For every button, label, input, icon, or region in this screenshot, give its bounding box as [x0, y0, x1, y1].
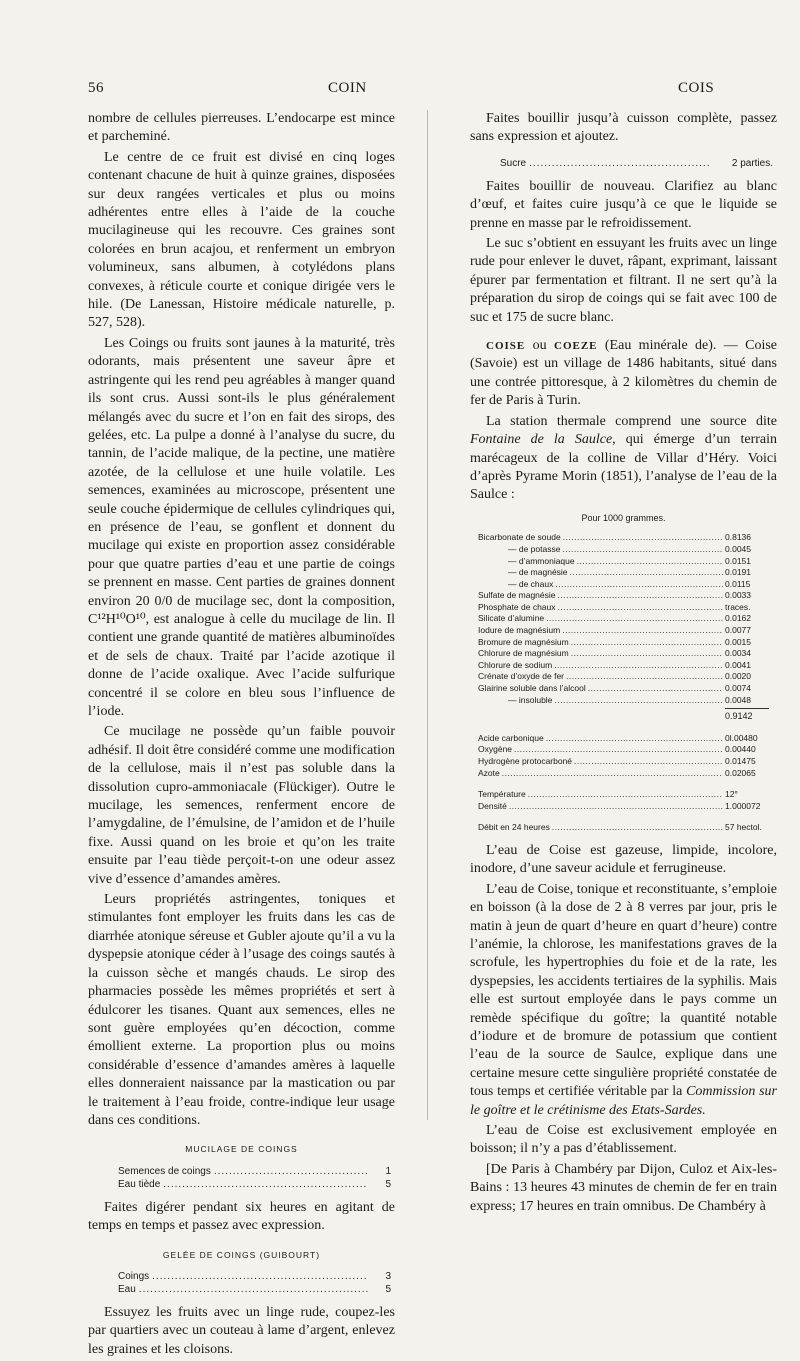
- analysis-row: [478, 768, 769, 780]
- compound-value: 0.0034: [725, 648, 751, 659]
- analysis-row: [478, 556, 769, 568]
- paragraph: Le centre de ce fruit est divisé en cinq loges contenant chacune de huit à quinze graines, disposées sur deux rangées verticales et plus ou moins adhérentes entre elles à l’aide de la couche mucilagineuse qui les recouvre. Ces graines sont colorées en brun acajou, et renferment un embryon volumineux, sans albumen, à cotylédons plans convexes, à réticule courte et conique dirigée vers le hile. (De Lanessan, Histoire médicale naturelle, p. 527, 528).: [88, 149, 395, 331]
- analysis-row: [478, 744, 769, 756]
- compound-value: 0.0191: [725, 567, 751, 578]
- analysis-row: [478, 532, 769, 544]
- analysis-row: [478, 579, 769, 591]
- compound-name: — de potasse: [508, 543, 561, 554]
- right-running-head: COIS: [678, 80, 715, 96]
- compound-value: 0.0115: [725, 578, 751, 589]
- analysis-row: [478, 602, 769, 614]
- paragraph: Leurs propriétés astringentes, toniques et stimulantes font employer les fruits dans les cas de diarrhée atonique séreuse et Gubler ajoute qu’il a vu la dyspepsie atonique céder à l’usage des coings sautés à la cuisson sèche et mangés chauds. Le sirop des pharmacies possède les mêmes propriétés et sert à édulcorer les tisanes. Quant aux semences, elles ne sont guère employées qu’en décoction, comme émollient externe. La proportion plus ou moins considérable d’essence d’amandes amères à laquelle elles donneraient naissance par la mastication ou par le traitement à l’eau froide, contre-indique leur usage dans ces conditions.: [88, 892, 395, 1128]
- compound-name: — insoluble: [508, 694, 553, 705]
- paragraph: L’eau de Coise est gazeuse, limpide, incolore, inodore, d’une saveur acidule et ferrugineuse.: [470, 842, 777, 877]
- ingredient-name: Sucre: [500, 157, 527, 169]
- compound-value: 0.02065: [725, 767, 756, 778]
- ingredient-name: Eau tiède: [118, 1178, 161, 1190]
- left-column: [88, 110, 395, 1361]
- recipe-title: MUCILAGE DE COINGS: [185, 1144, 298, 1155]
- analysis-row: [478, 733, 769, 745]
- paragraph: Faites bouillir jusqu’à cuisson complète, passez sans expression et ajoutez.: [470, 111, 777, 145]
- dot-leader: [152, 1270, 368, 1283]
- compound-value: 0.0077: [725, 625, 751, 636]
- paragraph: Faites bouillir de nouveau. Clarifiez au blanc d’œuf, et faites cuire jusqu’à ce que le liquide se prenne en masse par le refroidissement.: [470, 178, 777, 231]
- dot-leader: [577, 556, 723, 568]
- compound-name: — de magnésie: [508, 567, 568, 578]
- paragraph: [470, 413, 777, 505]
- dot-leader: [558, 602, 723, 614]
- dot-leader: [574, 756, 723, 768]
- analysis-row: [478, 756, 769, 768]
- column-divider: [427, 110, 428, 1120]
- analysis-row: [478, 648, 769, 660]
- compound-value: 0.01475: [725, 756, 756, 766]
- paragraph: nombre de cellules pierreuses. L’endocarpe est mince et parcheminé.: [88, 111, 395, 145]
- paragraph: Ce mucilage ne possède qu’un faible pouvoir adhésif. Il doit être considéré comme une modification de la cellulose, mais il n’est pas soluble dans la dissolution cupro-ammoniacale (Flückiger). Outre le mucilage, les semences, renferment encore de l’amygdaline, de l’émulsine, de l’amidon et de l’huile fixe. Aussi quand on les broie et qu’on les traite ensuite par l’eau tiède perçoit-t-on une odeur assez vive d’essence d’amandes amères.: [88, 724, 395, 887]
- paragraph: L’eau de Coise est exclusivement employée en boisson; il n’y a pas d’établissement.: [470, 1123, 777, 1157]
- recipe-title: GELÉE DE COINGS (GUIBOURT): [162, 1249, 321, 1260]
- paragraph: [De Paris à Chambéry par Dijon, Culoz et Aix-les-Bains : 13 heures 43 minutes de chemin de fer en train express; 17 heures en train omnibus. De Chambéry à: [470, 1161, 777, 1214]
- left-running-head: COIN: [328, 80, 367, 96]
- dot-leader: [139, 1283, 368, 1296]
- paragraph: Les Coings ou fruits sont jaunes à la maturité, très odorants, mais présentent une saveur âpre et astringente qui les rend peu agréables à manger quand ils sont crus. Aussi sont-ils le plus généralement mélangés avec du sucre et l’on en fait des sirops, des gelées, etc. La pulpe a donné à l’analyse du sucre, du tannin, de l’acide malique, de la pectine, une matière azotée, de la cellulose et une huile volatile. Les semences, examinées au microscope, présentent une seule couche épidermique de cellules cylindriques qui, en présence de l’eau, se gonflent et donnent du mucilage qui existe en proportion assez considérable pour que quatre parties d’eau et une partie de coings se prennent en masse. Cent parties de graines donnent environ 20 0/0 de mucilage sec, dont la composition, C¹²H¹⁰O¹⁰, est analogue à celle du mucilage de lin. Il contient une grande quantité de matières albuminoïdes et de sels de chaux. Traité par l’acide azotique il donne de l’acide oxalique. Avec l’acide sulfurique concentré il se colore en bleu sous l’influence de l’iode.: [88, 335, 395, 719]
- dot-leader: [502, 768, 723, 780]
- compound-name: Azote: [478, 767, 500, 778]
- flow-label: Débit en 24 heures: [478, 822, 550, 833]
- ingredient-name: Coings: [118, 1270, 150, 1282]
- dot-leader: [555, 579, 723, 591]
- dot-leader: [514, 744, 723, 756]
- paragraph: [470, 881, 777, 1120]
- dot-leader: [562, 625, 723, 637]
- entry-conjunction: ou: [532, 338, 547, 354]
- compound-name: Hydrogène protocarboné: [478, 756, 573, 766]
- dictionary-entry: [470, 337, 777, 411]
- dot-leader: [571, 648, 723, 660]
- analysis-row: [478, 671, 769, 683]
- compound-name: Bromure de magnésium: [478, 636, 569, 647]
- compound-value: 0.0020: [725, 671, 751, 682]
- dot-leader: [552, 822, 723, 834]
- analysis-row: [478, 801, 769, 813]
- dot-leader: [554, 695, 723, 707]
- text-run: La station thermale comprend une source dite: [486, 413, 777, 429]
- compound-value: 0.0074: [725, 683, 751, 694]
- compound-name: Silicate d’alumine: [478, 613, 545, 624]
- analysis-row: [478, 625, 769, 637]
- dot-leader: [509, 801, 723, 813]
- compound-value: 1.000072: [725, 800, 761, 811]
- entry-term: COISE: [486, 340, 526, 353]
- compound-name: Densité: [478, 800, 507, 811]
- analysis-row: [478, 660, 769, 672]
- compound-name: Oxygène: [478, 744, 513, 755]
- text-run: qui émerge d’un terrain marécageux de la colline de Villar d’Héry. Voici d’après Pyrame Morin (1851), l’analyse de l’eau de la Saulce :: [470, 432, 778, 503]
- compound-name: Iodure de magnésium: [478, 625, 561, 636]
- ingredient-qty: 2 parties.: [731, 157, 773, 169]
- right-column: [470, 110, 777, 1218]
- recipe-row: [118, 1178, 391, 1191]
- analysis-total: 0.9142: [725, 708, 769, 723]
- compound-name: — d’ammoniaque: [508, 555, 575, 566]
- dot-leader: [562, 544, 723, 556]
- page-number: 56: [88, 80, 104, 96]
- dot-leader: [558, 590, 724, 602]
- dot-leader: [529, 157, 710, 170]
- dot-leader: [546, 613, 723, 625]
- compound-value: 0.0015: [725, 636, 751, 647]
- compound-name: Crénate d’oxyde de fer: [478, 671, 564, 682]
- compound-name: Chlorure de magnésium: [478, 648, 569, 659]
- compound-value: 0.0045: [725, 543, 751, 554]
- ingredient-name: Semences de coings: [118, 1165, 211, 1177]
- compound-value: 12°: [725, 789, 738, 800]
- paragraph: Le suc s’obtient en essuyant les fruits avec un linge rude pour enlever le duvet, râpant, exprimant, laissant épurer par fermentation et filtrant. Il ne sert qu’à la préparation du sirop de coings qui se fait avec 100 de suc et 175 de sucre blanc.: [470, 236, 777, 325]
- dot-leader: [570, 567, 723, 579]
- dot-leader: [554, 660, 723, 672]
- analysis-row: [478, 695, 769, 707]
- ingredient-qty: 1: [385, 1165, 391, 1177]
- analysis-row: [478, 613, 769, 625]
- analysis-heading: Pour 1000 grammes.: [581, 512, 666, 523]
- compound-name: Bicarbonate de soude: [478, 532, 561, 543]
- compound-name: Glairine soluble dans l’alcool: [478, 683, 586, 694]
- text-run: L’eau de Coise, tonique et reconstituante, s’emploie en boisson (à la dose de 2 à 8 verres par jour, pris le matin à jeun de quart d’heure en quart d’heure) contre l’anémie, la chlorose, les manifestations graves de la scrofule, les hypertrophies du foie et de la rate, les dyspepsies, les accidents tertiaires de la syphilis. Mais elle est surtout employée dans le pays comme un remède spécifique du goître; la quantité notable d’iodure et de bromure de potassium que contient l’eau de la source de Saulce, explique dans une certaine mesure cette singulière propriété constatée de tous temps et certifiée véritable par la: [470, 881, 777, 1100]
- ingredient-qty: 5: [385, 1283, 391, 1295]
- dot-leader: [163, 1178, 368, 1191]
- analysis-row: [478, 637, 769, 649]
- compound-name: Acide carbonique: [478, 732, 544, 743]
- recipe-row: [118, 1283, 391, 1296]
- compound-value: 0.00440: [725, 744, 756, 755]
- compound-name: Phosphate de chaux: [478, 601, 556, 612]
- compound-value: 0.8136: [725, 532, 751, 543]
- analysis-row: [478, 590, 769, 602]
- flow-value: 57 hectol.: [725, 822, 762, 833]
- recipe-row: [500, 157, 773, 170]
- dot-leader: [566, 671, 723, 683]
- compound-value: 0.0162: [725, 613, 751, 624]
- compound-name: Sulfate de magnésie: [478, 590, 556, 601]
- compound-value: 0.0041: [725, 659, 751, 670]
- compound-value: 0.0151: [725, 555, 751, 566]
- analysis-row: [478, 544, 769, 556]
- dot-leader: [571, 637, 723, 649]
- compound-value: 0l.00480: [725, 732, 758, 743]
- ingredient-qty: 5: [385, 1178, 391, 1190]
- compound-value: traces.: [725, 601, 751, 612]
- italic-text: Commission sur le goître et le crétinisme des Etats-Sardes.: [470, 1084, 777, 1118]
- flow-row: [478, 822, 769, 834]
- recipe-row: [118, 1270, 391, 1283]
- recipe-row: [118, 1165, 391, 1178]
- analysis-table: [470, 513, 777, 834]
- compound-value: 0.0048: [725, 694, 751, 705]
- italic-text: Fontaine de la Saulce,: [470, 432, 616, 448]
- paragraph: Essuyez les fruits avec un linge rude, coupez-les par quartiers avec un couteau à lame d’argent, enlevez les graines et les cloisons.: [88, 1304, 395, 1357]
- entry-text: (Eau minérale de). — Coise (Savoie) est un village de 1486 habitants, situé dans une contrée pittoresque, à 2 kilomètres du chemin de fer de Paris à Turin.: [470, 338, 778, 409]
- dot-leader: [214, 1165, 368, 1178]
- gas-rows: [470, 733, 777, 779]
- paragraph: Faites digérer pendant six heures en agitant de temps en temps et passez avec expression.: [88, 1199, 395, 1234]
- analysis-row: [478, 567, 769, 579]
- dot-leader: [546, 733, 723, 745]
- dot-leader: [588, 683, 723, 695]
- dot-leader: [528, 789, 723, 801]
- ingredient-qty: 3: [385, 1270, 391, 1282]
- compound-value: 0.0033: [725, 590, 751, 601]
- analysis-rows: [470, 532, 777, 706]
- analysis-row: [478, 683, 769, 695]
- compound-name: Chlorure de sodium: [478, 659, 553, 670]
- compound-name: — de chaux: [508, 578, 554, 589]
- property-rows: [470, 789, 777, 812]
- entry-term-variant: COEZE: [554, 340, 598, 353]
- ingredient-name: Eau: [118, 1283, 136, 1295]
- dot-leader: [563, 532, 723, 544]
- running-header: [88, 80, 778, 104]
- analysis-row: [478, 789, 769, 801]
- compound-name: Température: [478, 789, 526, 800]
